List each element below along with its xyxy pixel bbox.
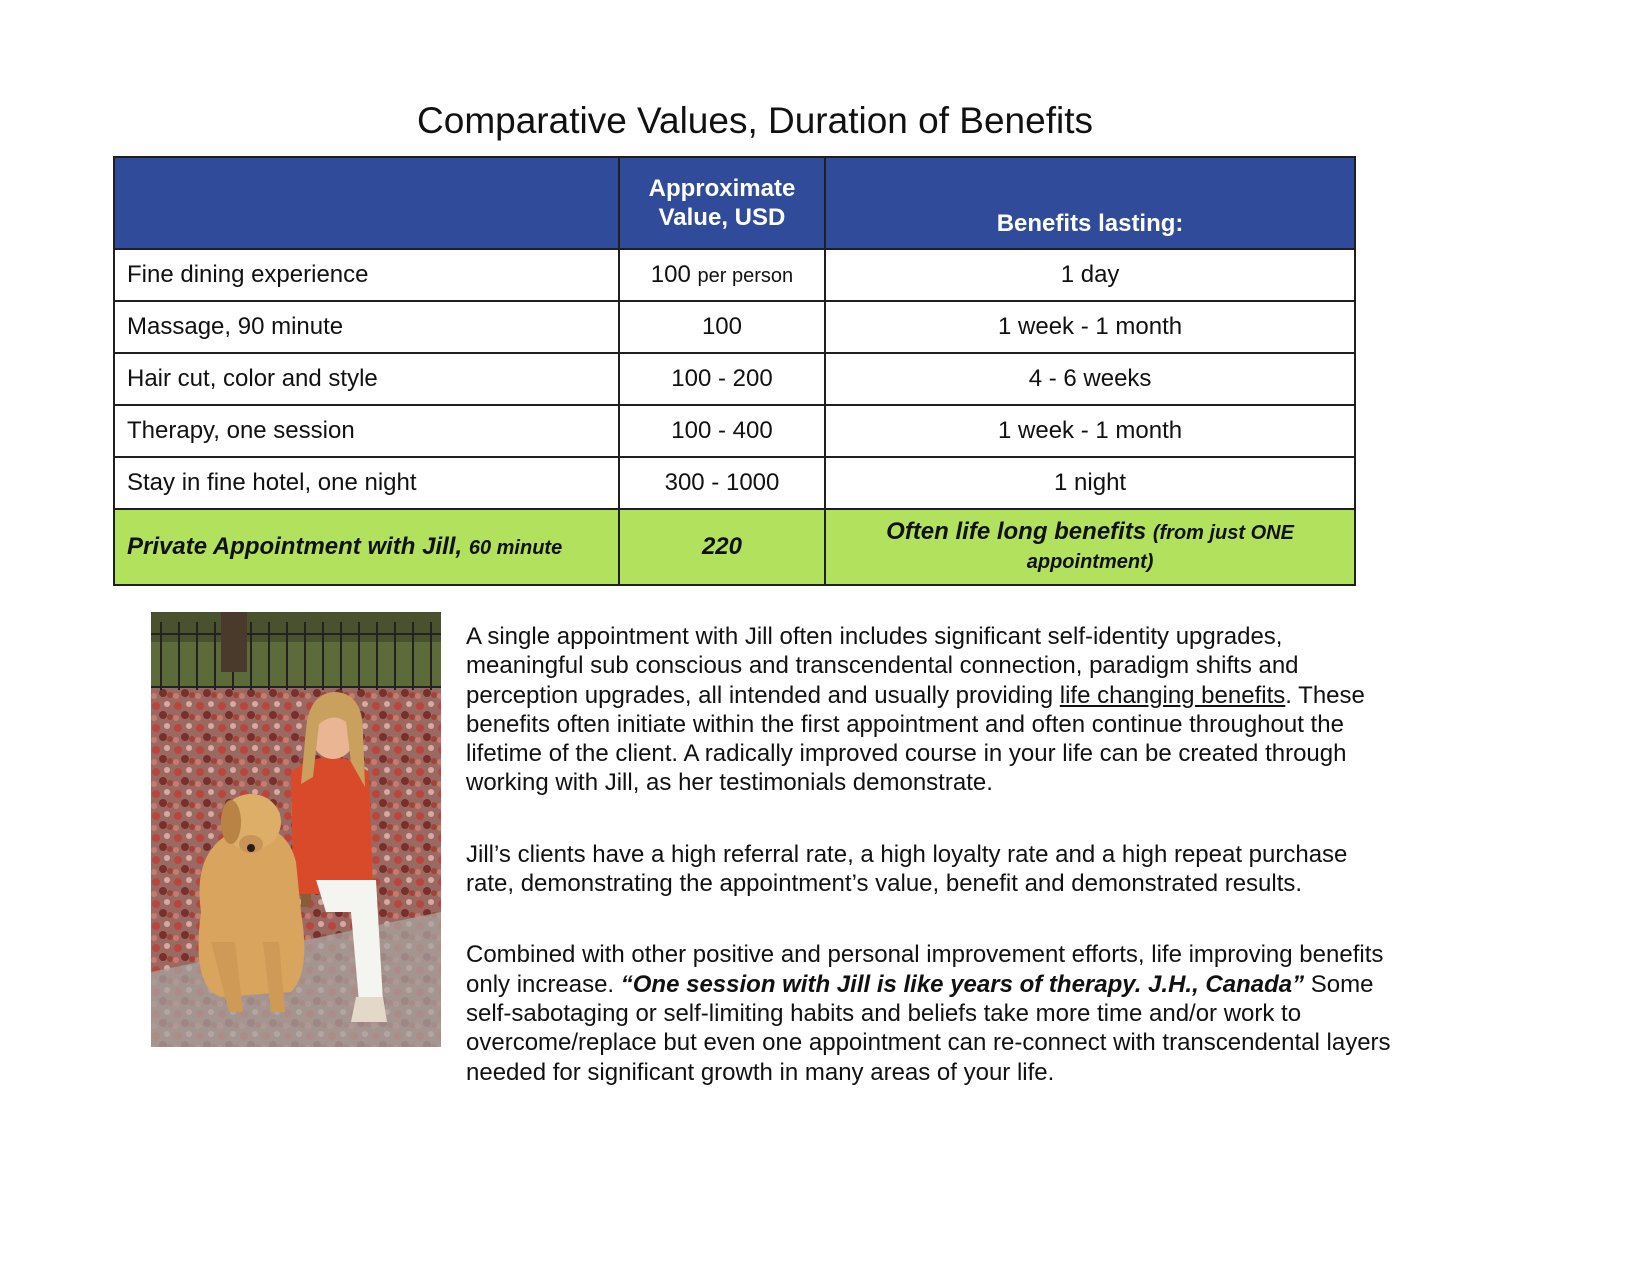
header-item [114,157,619,249]
value-cell: 100 [619,301,825,353]
highlight-value-cell: 220 [619,509,825,585]
highlight-item: Private Appointment with Jill, [127,533,463,560]
item-cell: Massage, 90 minute [114,301,619,353]
duration-cell: 1 week - 1 month [825,405,1355,457]
paragraph-1 [466,622,1396,798]
paragraph-3 [466,940,1396,1086]
value-cell [619,249,825,301]
table-row [114,249,1355,301]
item-cell: Stay in fine hotel, one night [114,457,619,509]
table-header-row [114,157,1355,249]
description-text [466,622,1396,1087]
page-title: Comparative Values, Duration of Benefits [417,100,1093,141]
value-cell: 100 - 200 [619,353,825,405]
header-value: Approximate Value, USD [619,157,825,249]
comparison-table [113,156,1356,586]
highlight-duration-suffix: (from just ONE appointment) [1026,522,1294,573]
highlight-duration-cell [825,509,1355,585]
value-cell: 300 - 1000 [619,457,825,509]
table-row [114,353,1355,405]
duration-cell: 4 - 6 weeks [825,353,1355,405]
item-cell: Therapy, one session [114,405,619,457]
life-changing-benefits-link[interactable]: life changing benefits [1059,681,1286,709]
duration-cell: 1 week - 1 month [825,301,1355,353]
portrait-photo [151,612,441,1047]
duration-cell: 1 night [825,457,1355,509]
table-row [114,301,1355,353]
testimonial-quote: “One session with Jill is like years of therapy. J.H., Canada” [620,970,1305,998]
header-duration: Benefits lasting: [825,157,1355,249]
value-cell: 100 - 400 [619,405,825,457]
highlight-row [114,509,1355,585]
item-cell: Hair cut, color and style [114,353,619,405]
value-suffix: per person [697,265,794,287]
highlight-item-suffix: 60 minute [468,537,563,559]
item-cell: Fine dining experience [114,249,619,301]
paragraph-3-text-end: Some self-sabotaging or self-limiting habits and beliefs take more time and/or work to overcome/replace but even one appointment can re-connect with transcendental layers needed for significant growth in many areas of your life. [466,970,1391,1086]
paragraph-2: Jill’s clients have a high referral rate, a high loyalty rate and a high repeat purchase rate, demonstrating the appointment’s value, benefit and demonstrated results. [466,840,1348,898]
paragraph-3-text: Combined with other positive and personal improvement efforts, life improving benefits only increase. [466,941,1384,998]
value-text: 100 [650,261,691,288]
table-row [114,457,1355,509]
table-row [114,405,1355,457]
highlight-item-cell [114,509,619,585]
highlight-duration: Often life long benefits [886,518,1147,545]
duration-cell: 1 day [825,249,1355,301]
photo-woman-with-golden-retriever-icon [151,612,441,1047]
paragraph-1-text-end: . These benefits often initiate within the first appointment and often continue throughout the lifetime of the client. A radically improved course in your life can be created through working with Jill, as her testimonials demonstrate. [466,681,1365,797]
paragraph-1-text: A single appointment with Jill often includes significant self-identity upgrades, meaningful sub conscious and transcendental connection, paradigm shifts and perception upgrades, all intended and usually providing [466,623,1299,709]
